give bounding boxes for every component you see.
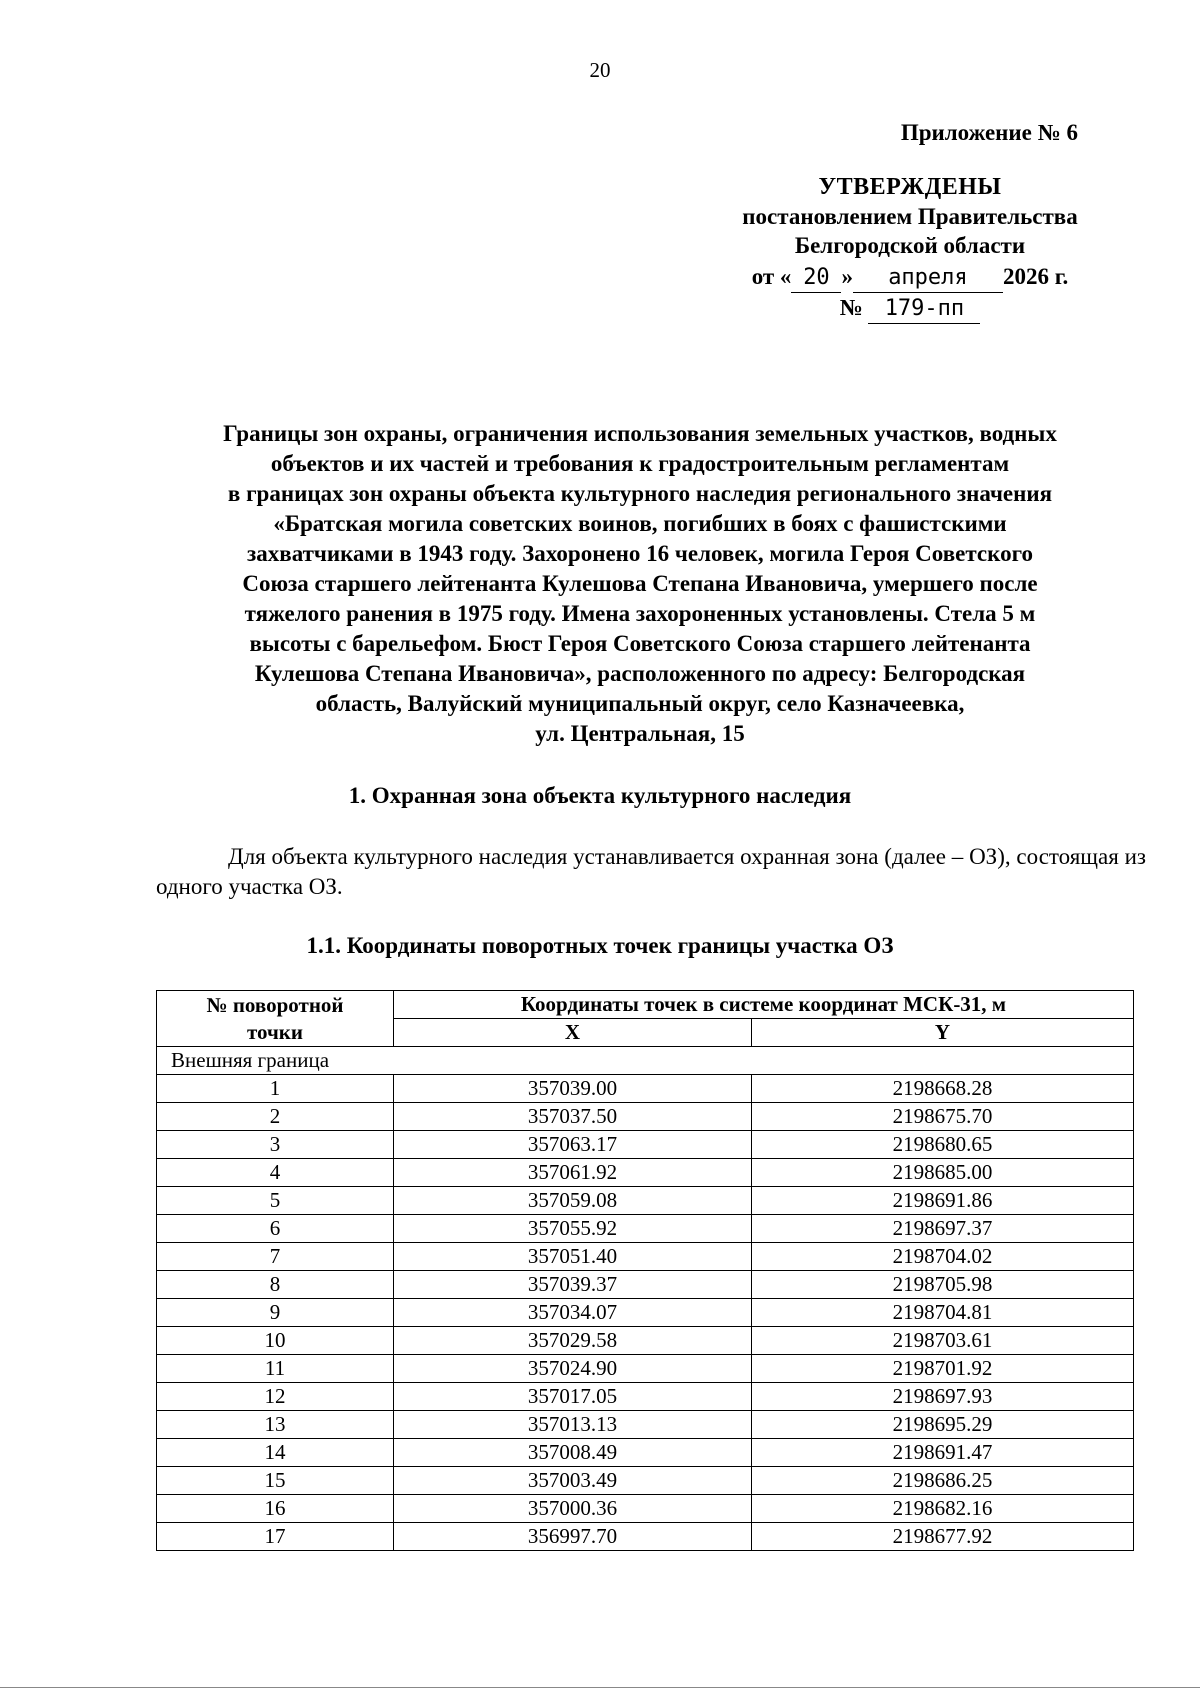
y-coordinate-cell: 2198685.00 bbox=[752, 1159, 1134, 1187]
x-coordinate-cell: 357061.92 bbox=[394, 1159, 752, 1187]
table-row bbox=[157, 1187, 1134, 1215]
y-coordinate-cell: 2198691.86 bbox=[752, 1187, 1134, 1215]
point-number-cell: 15 bbox=[157, 1467, 394, 1495]
y-coordinate-cell: 2198697.93 bbox=[752, 1383, 1134, 1411]
point-number-cell: 8 bbox=[157, 1271, 394, 1299]
point-number-cell: 11 bbox=[157, 1355, 394, 1383]
header-point-number bbox=[157, 991, 394, 1047]
table-row bbox=[157, 1355, 1134, 1383]
point-number-cell: 1 bbox=[157, 1075, 394, 1103]
table-row bbox=[157, 1327, 1134, 1355]
x-coordinate-cell: 356997.70 bbox=[394, 1523, 752, 1551]
table-row bbox=[157, 1159, 1134, 1187]
y-coordinate-cell: 2198695.29 bbox=[752, 1411, 1134, 1439]
x-coordinate-cell: 357000.36 bbox=[394, 1495, 752, 1523]
number-value: 179-пп bbox=[868, 294, 980, 324]
table-row bbox=[157, 1439, 1134, 1467]
table-row bbox=[157, 1243, 1134, 1271]
table-row bbox=[157, 1103, 1134, 1131]
approval-line-2: Белгородской области bbox=[794, 233, 1026, 258]
point-number-cell: 13 bbox=[157, 1411, 394, 1439]
y-coordinate-cell: 2198701.92 bbox=[752, 1355, 1134, 1383]
date-mid: » bbox=[841, 264, 853, 289]
y-coordinate-cell: 2198705.98 bbox=[752, 1271, 1134, 1299]
page-number: 20 bbox=[589, 58, 611, 82]
header-point-line-2: точки bbox=[246, 1019, 304, 1044]
page-bottom-rule bbox=[0, 1687, 1200, 1688]
y-coordinate-cell: 2198686.25 bbox=[752, 1467, 1134, 1495]
table-row bbox=[157, 1495, 1134, 1523]
point-number-cell: 2 bbox=[157, 1103, 394, 1131]
y-coordinate-cell: 2198680.65 bbox=[752, 1131, 1134, 1159]
table-row bbox=[157, 1215, 1134, 1243]
title-line: захватчиками в 1943 году. Захоронено 16 человек, могила Героя Советского bbox=[247, 541, 1033, 566]
table-row bbox=[157, 1523, 1134, 1551]
y-coordinate-cell: 2198668.28 bbox=[752, 1075, 1134, 1103]
x-coordinate-cell: 357051.40 bbox=[394, 1243, 752, 1271]
x-coordinate-cell: 357024.90 bbox=[394, 1355, 752, 1383]
table-row bbox=[157, 1383, 1134, 1411]
point-number-cell: 14 bbox=[157, 1439, 394, 1467]
table-row bbox=[157, 1299, 1134, 1327]
header-point-line-1: № поворотной bbox=[206, 992, 344, 1017]
document-title bbox=[140, 419, 1140, 749]
coordinates-table bbox=[156, 990, 1134, 1551]
point-number-cell: 6 bbox=[157, 1215, 394, 1243]
y-coordinate-cell: 2198704.02 bbox=[752, 1243, 1134, 1271]
point-number-cell: 17 bbox=[157, 1523, 394, 1551]
date-day: 20 bbox=[791, 263, 841, 293]
number-prefix: № bbox=[839, 295, 863, 320]
x-coordinate-cell: 357034.07 bbox=[394, 1299, 752, 1327]
table-row bbox=[157, 1411, 1134, 1439]
date-month: апреля bbox=[853, 263, 1003, 293]
approved-heading: УТВЕРЖДЕНЫ bbox=[818, 174, 1002, 200]
header-y: Y bbox=[752, 1019, 1134, 1047]
table-row bbox=[157, 1467, 1134, 1495]
section-1-heading: 1. Охранная зона объекта культурного наследия bbox=[348, 783, 852, 808]
table-header-row bbox=[157, 991, 1134, 1019]
x-coordinate-cell: 357055.92 bbox=[394, 1215, 752, 1243]
title-line: высоты с барельефом. Бюст Героя Советского Союза старшего лейтенанта bbox=[249, 631, 1031, 656]
title-line: Границы зон охраны, ограничения использования земельных участков, водных bbox=[223, 421, 1057, 446]
approval-number bbox=[700, 293, 1120, 324]
point-number-cell: 4 bbox=[157, 1159, 394, 1187]
annex-label: Приложение № 6 bbox=[900, 120, 1078, 145]
x-coordinate-cell: 357013.13 bbox=[394, 1411, 752, 1439]
title-line: объектов и их частей и требования к градостроительным регламентам bbox=[270, 451, 1010, 476]
section-1-paragraph: Для объекта культурного наследия устанавливается охранная зона (далее – ОЗ), состоящая из одного участка ОЗ. bbox=[156, 844, 1146, 899]
point-number-cell: 7 bbox=[157, 1243, 394, 1271]
point-number-cell: 3 bbox=[157, 1131, 394, 1159]
approval-block bbox=[700, 118, 1120, 324]
point-number-cell: 9 bbox=[157, 1299, 394, 1327]
y-coordinate-cell: 2198682.16 bbox=[752, 1495, 1134, 1523]
date-prefix: от « bbox=[751, 264, 792, 289]
table-group-row bbox=[157, 1047, 1134, 1075]
outer-boundary-label: Внешняя граница bbox=[157, 1047, 1134, 1075]
table-row bbox=[157, 1131, 1134, 1159]
x-coordinate-cell: 357063.17 bbox=[394, 1131, 752, 1159]
y-coordinate-cell: 2198675.70 bbox=[752, 1103, 1134, 1131]
y-coordinate-cell: 2198704.81 bbox=[752, 1299, 1134, 1327]
point-number-cell: 5 bbox=[157, 1187, 394, 1215]
x-coordinate-cell: 357039.37 bbox=[394, 1271, 752, 1299]
title-line: ул. Центральная, 15 bbox=[535, 721, 745, 746]
approval-line-1: постановлением Правительства bbox=[742, 204, 1078, 229]
x-coordinate-cell: 357039.00 bbox=[394, 1075, 752, 1103]
table-row bbox=[157, 1271, 1134, 1299]
point-number-cell: 12 bbox=[157, 1383, 394, 1411]
header-x: X bbox=[394, 1019, 752, 1047]
subsection-1-1-heading: 1.1. Координаты поворотных точек границы участка ОЗ bbox=[306, 933, 894, 958]
x-coordinate-cell: 357008.49 bbox=[394, 1439, 752, 1467]
x-coordinate-cell: 357017.05 bbox=[394, 1383, 752, 1411]
x-coordinate-cell: 357059.08 bbox=[394, 1187, 752, 1215]
y-coordinate-cell: 2198691.47 bbox=[752, 1439, 1134, 1467]
title-line: «Братская могила советских воинов, погибших в боях с фашистскими bbox=[273, 511, 1007, 536]
table-row bbox=[157, 1075, 1134, 1103]
point-number-cell: 10 bbox=[157, 1327, 394, 1355]
title-line: Кулешова Степана Ивановича», расположенного по адресу: Белгородская bbox=[254, 661, 1026, 686]
x-coordinate-cell: 357003.49 bbox=[394, 1467, 752, 1495]
title-line: Союза старшего лейтенанта Кулешова Степана Ивановича, умершего после bbox=[242, 571, 1038, 596]
x-coordinate-cell: 357029.58 bbox=[394, 1327, 752, 1355]
date-year: 2026 г. bbox=[1002, 264, 1069, 289]
y-coordinate-cell: 2198703.61 bbox=[752, 1327, 1134, 1355]
approval-date bbox=[700, 262, 1120, 293]
y-coordinate-cell: 2198677.92 bbox=[752, 1523, 1134, 1551]
title-line: область, Валуйский муниципальный округ, село Казначеевка, bbox=[315, 691, 965, 716]
y-coordinate-cell: 2198697.37 bbox=[752, 1215, 1134, 1243]
point-number-cell: 16 bbox=[157, 1495, 394, 1523]
x-coordinate-cell: 357037.50 bbox=[394, 1103, 752, 1131]
title-line: в границах зон охраны объекта культурного наследия регионального значения bbox=[227, 481, 1053, 506]
title-line: тяжелого ранения в 1975 году. Имена захороненных установлены. Стела 5 м bbox=[244, 601, 1036, 626]
header-coordinates: Координаты точек в системе координат МСК-31, м bbox=[394, 991, 1134, 1019]
